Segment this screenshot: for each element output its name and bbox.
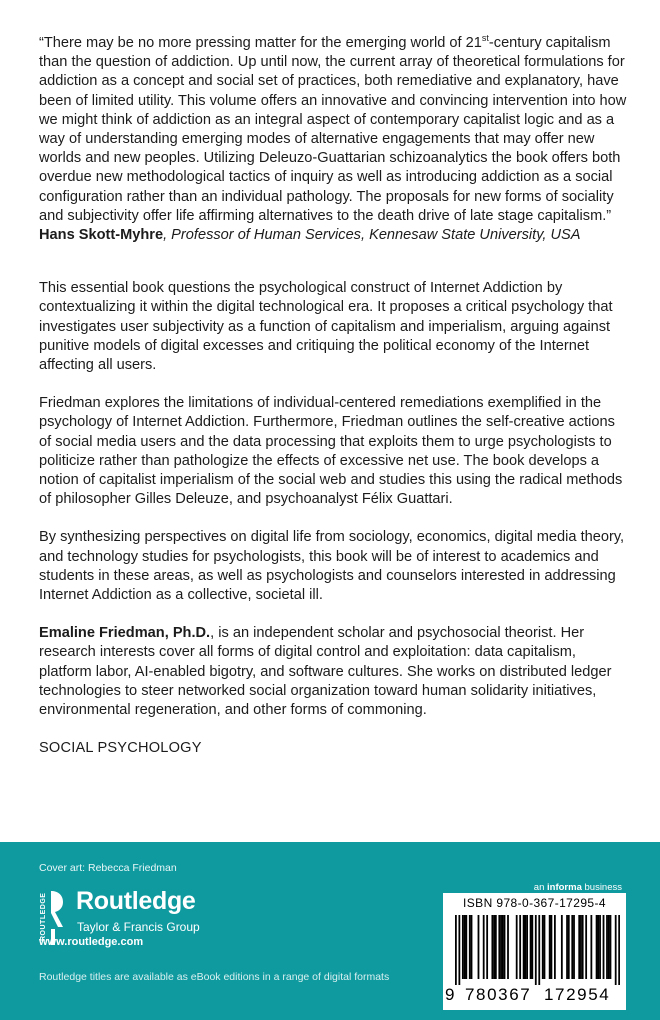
- publisher-group: Taylor & Francis Group: [77, 920, 200, 934]
- endorsement-attribution: [39, 226, 629, 245]
- description-paragraph-3: By synthesizing perspectives on digital life from sociology, economics, digital media theory, and technology studies for psychologists, this book will be of interest to academics and students in these areas, as well as psychologists and counselors interested in addressing Internet Addiction as a collective, societal ill.: [39, 529, 625, 604]
- description-paragraph-1: This essential book questions the psychological construct of Internet Addiction by contextualizing it within the digital technological era. It proposes a critical psychology that investigates user subjectivity as a function of capitalism and imperialism, arguing against punitive models of digital excesses and critiquing the political economy of the Internet affecting all users.: [39, 280, 613, 374]
- barcode-first-digit: 9: [445, 985, 457, 1004]
- barcode-bar: [502, 915, 504, 979]
- publisher-url[interactable]: www.routledge.com: [39, 936, 144, 948]
- publisher-footer: [0, 842, 660, 1020]
- quote-superscript: st: [481, 33, 489, 43]
- author-name: Emaline Friedman, Ph.D.: [39, 625, 211, 642]
- barcode-bar: [478, 915, 480, 979]
- barcode-bar: [524, 915, 526, 979]
- barcode-bar: [599, 915, 601, 979]
- endorser-name: Hans Skott-Myhre: [39, 227, 164, 244]
- barcode-bar: [566, 915, 568, 979]
- barcode-bar: [538, 915, 540, 985]
- endorsement-quote: [39, 34, 629, 226]
- barcode-bar: [455, 915, 457, 985]
- barcode-bar: [549, 915, 551, 979]
- barcode-bar: [458, 915, 460, 985]
- routledge-vertical-text: ROUTLEDGE: [40, 892, 47, 942]
- endorser-role: , Professor of Human Services, Kennesaw State University, USA: [163, 227, 581, 244]
- barcode-bar: [483, 915, 485, 979]
- barcode-bar: [535, 915, 537, 985]
- barcode-bar: [500, 915, 502, 979]
- barcode-bar: [464, 915, 466, 979]
- barcode-bar: [491, 915, 493, 979]
- barcode-bar: [585, 915, 587, 979]
- description-paragraph-2: Friedman explores the limitations of individual-centered remediations exemplified in the psychology of Internet Addiction. Furthermore, Friedman outlines the self-creative actions of social media users and the data processing that exploits them to urge psychologists to politicize rather than pathologize the effects of excessive net use. The book develops a notion of capitalist imperialism of the social web and studies this using the radical methods of philosopher Gilles Deleuze, and psychoanalyst Félix Guattari.: [39, 395, 623, 508]
- subject-category: SOCIAL PSYCHOLOGY: [39, 740, 202, 757]
- back-cover-text: [39, 34, 629, 759]
- barcode-bar: [573, 915, 575, 979]
- barcode-bar: [544, 915, 546, 979]
- cover-art-credit: Cover art: Rebecca Friedman: [39, 862, 177, 874]
- barcode-bar: [519, 915, 521, 979]
- barcode-bar: [597, 915, 599, 979]
- informa-suffix: business: [581, 882, 622, 893]
- barcode-digits: [443, 985, 626, 1007]
- barcode-bar: [530, 915, 532, 979]
- barcode-bar: [603, 915, 605, 979]
- barcode-bar: [469, 915, 471, 979]
- barcode-bars: [455, 915, 620, 985]
- author-bio: [39, 624, 629, 720]
- barcode-bar: [471, 915, 473, 979]
- barcode-bar: [462, 915, 464, 979]
- informa-business-tag: [534, 882, 622, 893]
- barcode-bar: [582, 915, 584, 979]
- barcode-bar: [610, 915, 612, 979]
- barcode-bar: [507, 915, 509, 979]
- barcode-bar: [590, 915, 592, 979]
- barcode-bar: [526, 915, 528, 979]
- barcode-bar: [618, 915, 620, 985]
- barcode-bar: [495, 915, 497, 979]
- barcode-bar: [493, 915, 495, 979]
- barcode-left-digits: 780367: [465, 985, 532, 1004]
- barcode-bar: [465, 915, 467, 979]
- barcode-bar: [551, 915, 553, 979]
- isbn-barcode: [443, 893, 626, 1010]
- informa-prefix: an: [533, 882, 548, 893]
- barcode-bar: [580, 915, 582, 979]
- quote-lead: “There may be no more pressing matter for the emerging world of 21: [39, 35, 482, 51]
- informa-brand: informa: [547, 882, 582, 893]
- barcode-bar: [542, 915, 544, 979]
- barcode-bar: [561, 915, 563, 979]
- barcode-bar: [571, 915, 573, 979]
- barcode-bar: [523, 915, 525, 979]
- barcode-bar: [531, 915, 533, 979]
- barcode-bar: [606, 915, 608, 979]
- author-bio-text: , is an independent scholar and psychosocial theorist. Her research interests cover all forms of digital control and exploitation: data capitalism, platform labor, AI-enabled bigotry, and software cultures. She works on distributed ledger technologies to steer networked social organization toward human solidarity initiatives, environmental regeneration, and other forms of commoning.: [39, 625, 612, 719]
- barcode-bar: [516, 915, 518, 979]
- barcode-bar: [578, 915, 580, 979]
- barcode-bar: [608, 915, 610, 979]
- barcode-bar: [615, 915, 617, 985]
- isbn-number: ISBN 978-0-367-17295-4: [463, 896, 606, 910]
- quote-rest: -century capitalism than the question of addiction. Up until now, the current array of theoretical formulations for addiction as a concept and social set of practices, both remediative and explanatory, have been of limited utility. This volume offers an innovative and convincing intervention into how we might think of addiction as an integral aspect of contemporary capitalist logic and as a way of understanding emerging modes of alternative engagements that may offer new worlds and new peoples. Utilizing Deleuzo-Guattarian schizoanalytics the book offers both overdue new methodological tactics of inquiry as well as introducing addiction as a social configuration rather than an individual pathology. The proposals for new forms of sociality and subjectivity offer life affirming alternatives to the death drive of late stage capitalism.”: [39, 35, 627, 224]
- barcode-bar: [554, 915, 556, 979]
- barcode-bar: [498, 915, 500, 979]
- barcode-bar: [568, 915, 570, 979]
- barcode-bar: [596, 915, 598, 979]
- ebook-note: Routledge titles are available as eBook editions in a range of digital formats: [39, 971, 390, 983]
- barcode-bar: [504, 915, 506, 979]
- barcode-bar: [486, 915, 488, 979]
- barcode-right-digits: 172954: [544, 985, 611, 1004]
- publisher-name: Routledge: [76, 887, 196, 915]
